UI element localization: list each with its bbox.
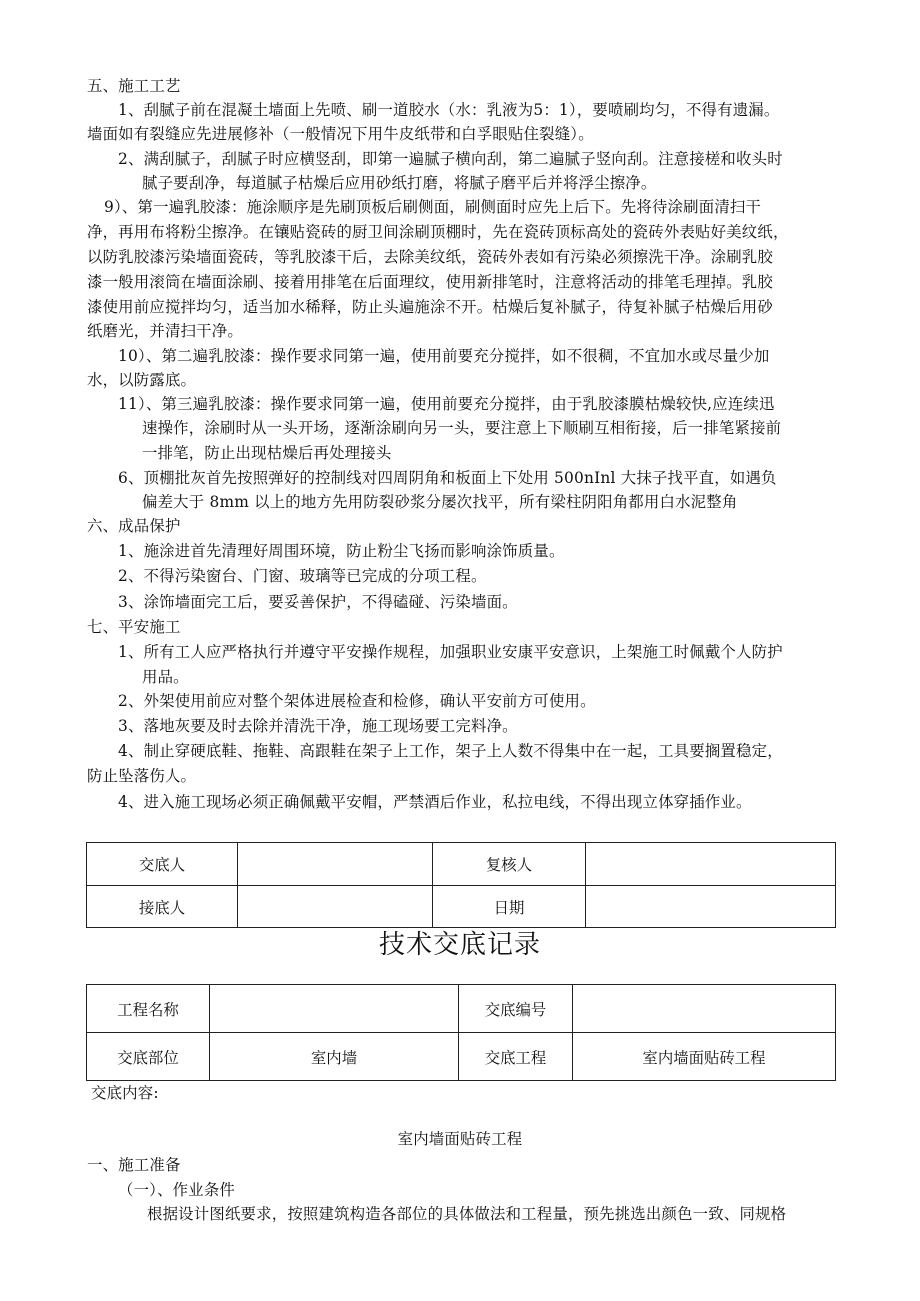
receiver-value — [238, 886, 433, 928]
content-label: 交底内容: — [91, 1084, 159, 1102]
section-6-heading: 六、成品保护 — [87, 517, 181, 535]
section-7-line: 1、所有工人应严格执行并遵守平安操作规程，加强职业安康平安意识，上架施工时佩戴个人防护 — [118, 643, 783, 661]
section-7-heading: 七、平安施工 — [87, 618, 181, 636]
section-5-line: 偏差大于 8mm 以上的地方先用防裂砂浆分屡次找平，所有梁柱阴阳角都用白水泥整角 — [142, 493, 738, 511]
section-7-line: 3、落地灰要及时去除并清洗干净，施工现场要工完料净。 — [118, 717, 518, 735]
section-5-line: 9）、第一遍乳胶漆：施涂顺序是先刷顶板后刷侧面，刷侧面时应先上后下。先将待涂刷面清扫干 — [104, 198, 762, 216]
section-5-line: 纸磨光，并清扫干净。 — [87, 322, 243, 340]
section-5-line: 净，再用布将粉尘擦净。在镶贴瓷砖的厨卫间涂刷顶棚时，先在瓷砖顶标高处的瓷砖外表贴好美纹纸， — [87, 223, 789, 241]
section-5-line: 水，以防露底。 — [87, 371, 197, 389]
section-7-line: 2、外架使用前应对整个架体进展检查和检修，确认平安前方可使用。 — [118, 692, 596, 710]
section-5-heading: 五、施工工艺 — [87, 77, 181, 95]
section-5-line: 墙面如有裂缝应先进展修补（一般情况下用牛皮纸带和白孚眼贴住裂缝）。 — [87, 125, 594, 143]
disclosure-no-label: 交底编号 — [459, 985, 573, 1033]
location-value: 室内墙 — [210, 1033, 459, 1081]
section-5-line: 以防乳胶漆污染墙面瓷砖，等乳胶漆干后，去除美纹纸，瓷砖外表如有污染必须擦洗干净。涂刷乳胶 — [87, 248, 773, 266]
section-7-line: 用品。 — [142, 668, 189, 686]
project-name-label: 工程名称 — [87, 985, 210, 1033]
reviewer-value — [586, 843, 836, 886]
discloser-label: 交底人 — [87, 843, 238, 886]
section-7-line: 4、制止穿硬底鞋、拖鞋、高跟鞋在架子上工作，架子上人数不得集中在一起，工具要搁置稳定， — [118, 742, 783, 760]
subtitle: 室内墙面贴砖工程 — [397, 1130, 523, 1148]
section-5-line: 6、顶棚批灰首先按照弹好的控制线对四周阴角和板面上下处用 500nInl 大抹子找平直，如遇负 — [118, 469, 777, 487]
disclosure-info-table — [86, 984, 836, 1081]
section-5-line: 11）、第三遍乳胶漆：操作要求同第一遍，使用前要充分搅拌，由于乳胶漆膜枯燥较快,应连续迅 — [118, 395, 775, 413]
reviewer-label: 复核人 — [433, 843, 586, 886]
section-5-line: 漆一般用滚筒在墙面涂刷、接着用排笔在后面理纹，使用新排笔时，注意将活动的排笔毛理掉。乳胶 — [87, 273, 773, 291]
section-1-heading: 一、施工准备 — [87, 1156, 181, 1174]
section-7-line: 防止坠落伤人。 — [87, 767, 197, 785]
section-5-line: 10）、第二遍乳胶漆：操作要求同第一遍，使用前要充分搅拌，如不很稠，不宜加水或尽量少加 — [118, 347, 770, 365]
section-5-line: 一排笔，防止出现枯燥后再处理接头 — [142, 444, 392, 462]
section-6-line: 1、施涂进首先清理好周围环境，防止粉尘飞扬而影响涂饰质量。 — [118, 542, 565, 560]
date-value — [586, 886, 836, 928]
disclosure-no-value — [573, 985, 836, 1033]
section-6-line: 2、不得污染窗台、门窗、玻璃等已完成的分项工程。 — [118, 567, 487, 585]
section-5-line: 1、刮腻子前在混凝土墙面上先喷、刷一道胶水（水：乳液为5：1），要喷刷均匀，不得有遗漏。 — [118, 101, 780, 119]
location-label: 交底部位 — [87, 1033, 210, 1081]
sign-off-table — [86, 842, 836, 928]
record-title: 技术交底记录 — [378, 930, 541, 960]
receiver-label: 接底人 — [87, 886, 238, 928]
section-1-line: 根据设计图纸要求，按照建筑构造各部位的具体做法和工程量，预先挑选出颜色一致、同规格 — [147, 1205, 787, 1223]
section-5-line: 腻子要刮净，每道腻子枯燥后应用砂纸打磨，将腻子磨平后并将浮尘擦净。 — [142, 174, 657, 192]
project-name-value — [210, 985, 459, 1033]
section-5-line: 速操作，涂刷时从一头开场，逐渐涂刷向另一头，要注意上下顺刷互相衔接，后一排笔紧接前 — [142, 419, 782, 437]
section-5-line: 漆使用前应搅拌均匀，适当加水稀释，防止头遍施涂不开。枯燥后复补腻子，待复补腻子枯燥后用砂 — [87, 298, 773, 316]
date-label: 日期 — [433, 886, 586, 928]
discloser-value — [238, 843, 433, 886]
section-6-line: 3、涂饰墙面完工后，要妥善保护，不得磕碰、污染墙面。 — [118, 593, 518, 611]
section-5-line: 2、满刮腻子，刮腻子时应横竖刮，即第一遍腻子横向刮，第二遍腻子竖向刮。注意接槎和收头时 — [118, 150, 783, 168]
work-item-label: 交底工程 — [459, 1033, 573, 1081]
work-item-value: 室内墙面贴砖工程 — [573, 1033, 836, 1081]
section-1-subheading: （一）、作业条件 — [118, 1181, 236, 1199]
section-7-line: 4、进入施工现场必须正确佩戴平安帽，严禁酒后作业，私拉电线，不得出现立体穿插作业。 — [118, 793, 752, 811]
